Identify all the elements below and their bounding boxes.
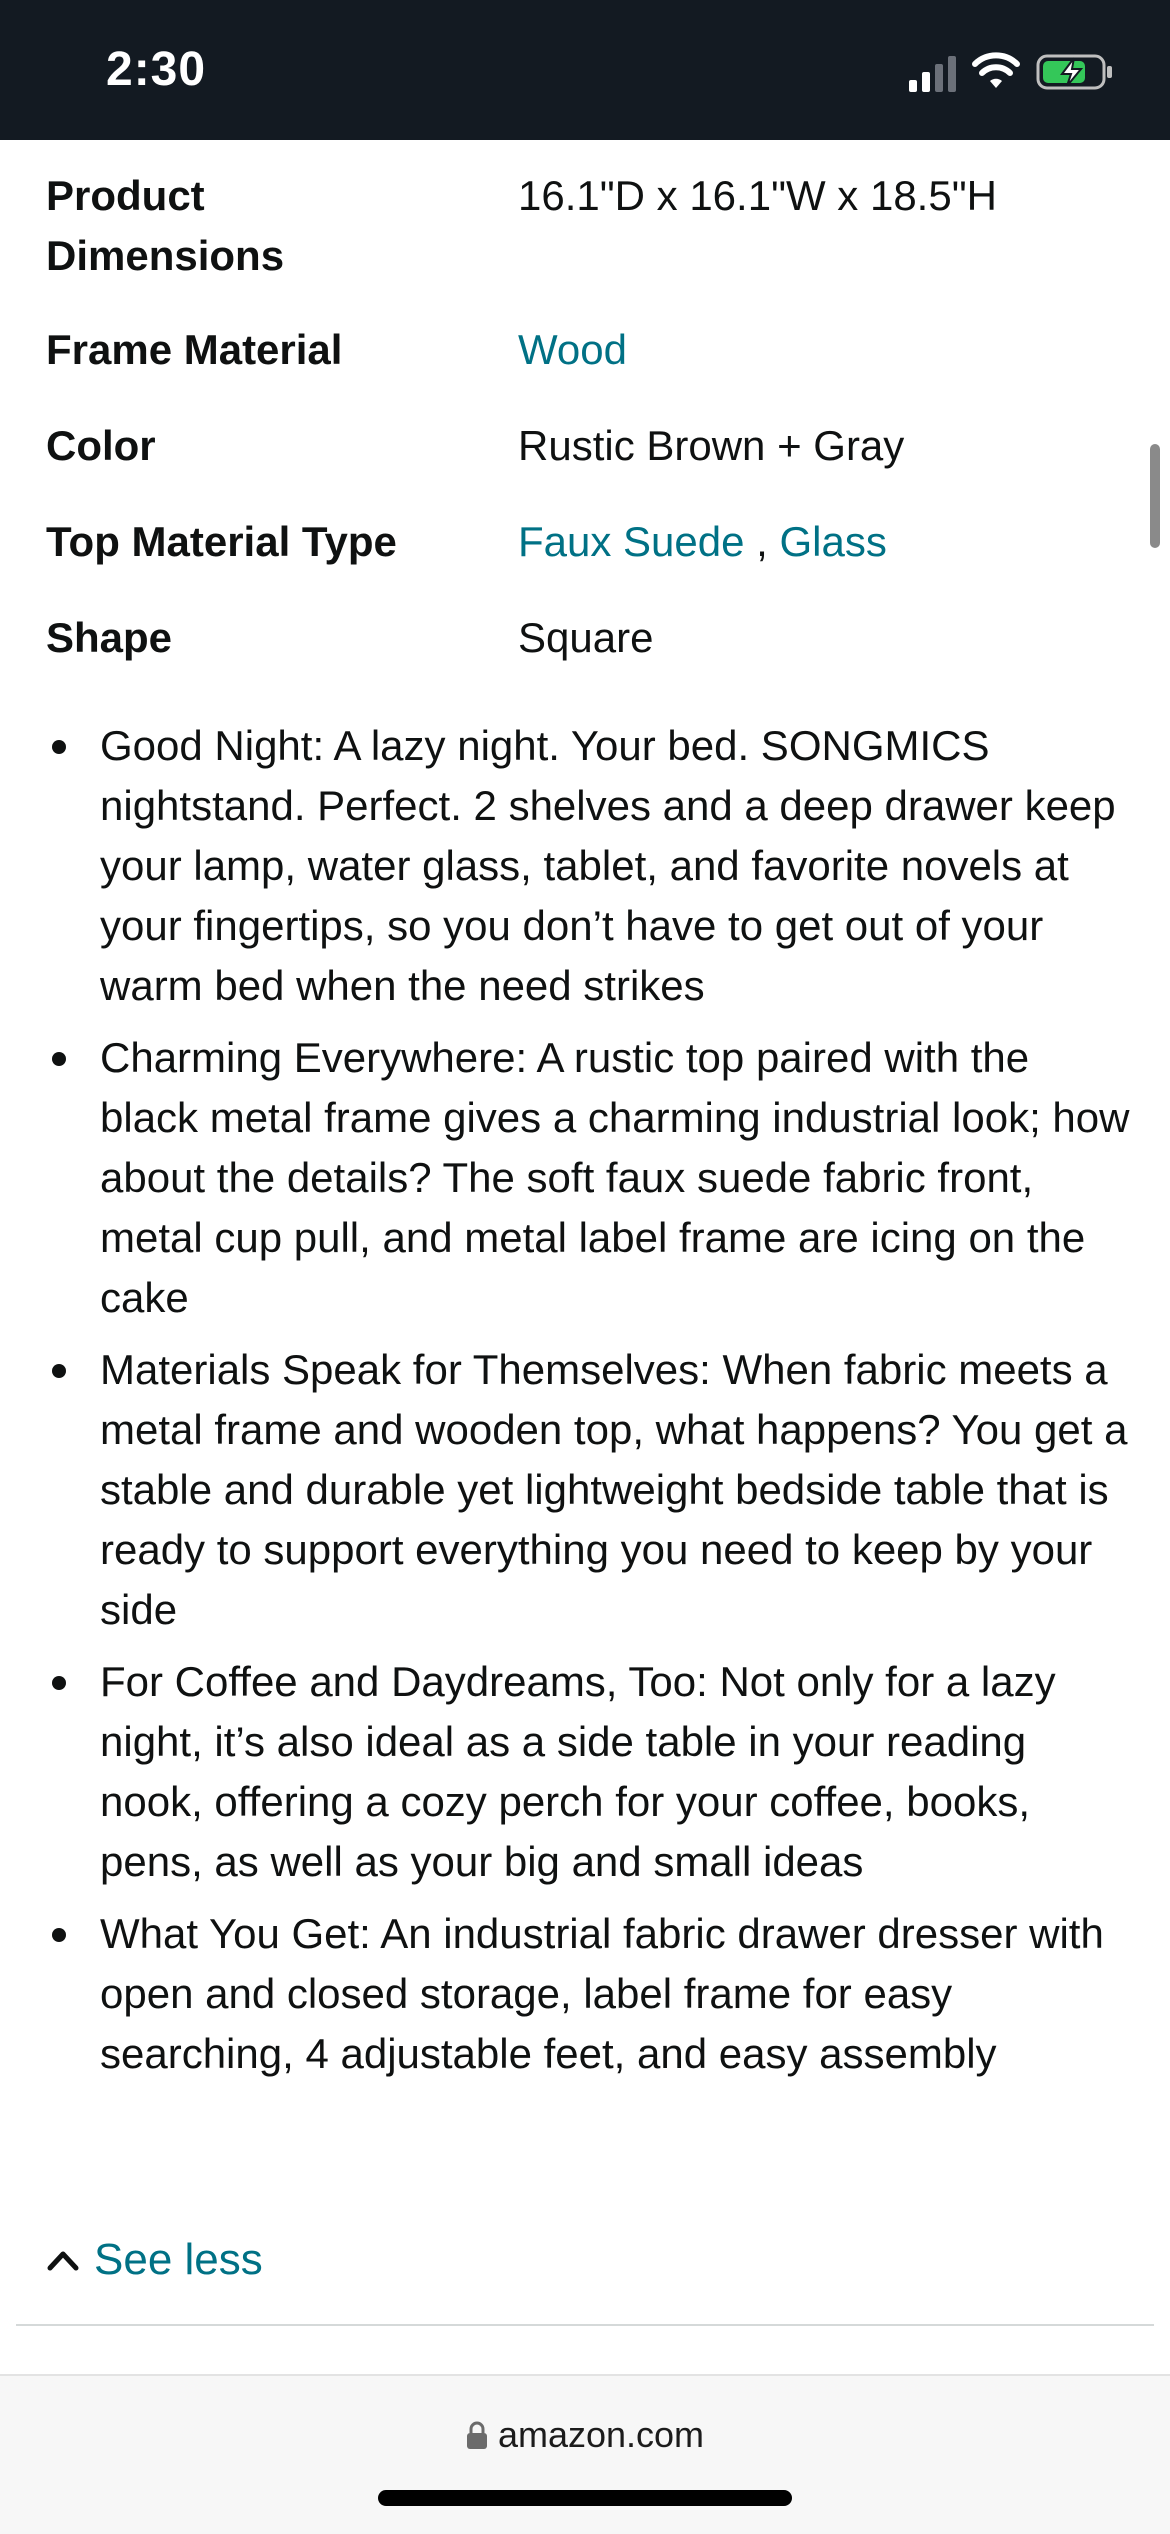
spec-value-dimensions: 16.1"D x 16.1"W x 18.5"H xyxy=(518,172,997,219)
feature-bullets-list xyxy=(46,716,1136,2096)
status-bar xyxy=(0,0,1170,140)
feature-bullet xyxy=(46,1904,1136,2084)
feature-bullet-text: What You Get: An industrial fabric drawer dresser with open and closed storage, label frame for easy searching, 4 adjustable feet, and easy assembly xyxy=(100,1910,1104,2077)
status-icons xyxy=(909,52,1114,92)
spec-label-dimensions xyxy=(46,166,516,286)
url-bar[interactable] xyxy=(0,2414,1170,2456)
bullet-dot-icon xyxy=(52,1364,66,1378)
feature-bullet-text: Charming Everywhere: A rustic top paired with the black metal frame gives a charming industrial look; how about the details? The soft faux suede fabric front, metal cup pull, and metal label frame are icing on the cake xyxy=(100,1034,1130,1321)
bullet-dot-icon xyxy=(52,1928,66,1942)
chevron-up-icon xyxy=(46,2248,80,2272)
value-separator: , xyxy=(744,518,780,565)
battery-charging-icon xyxy=(1036,52,1114,92)
feature-bullet xyxy=(46,1340,1136,1640)
feature-bullet xyxy=(46,716,1136,1016)
see-less-label: See less xyxy=(94,2235,263,2284)
scrollbar-thumb[interactable] xyxy=(1150,444,1160,548)
spec-label-frame-material: Frame Material xyxy=(46,326,343,373)
feature-bullet-text: Good Night: A lazy night. Your bed. SONGMICS nightstand. Perfect. 2 shelves and a deep drawer keep your lamp, water glass, tablet, and favorite novels at your fingertips, so you don’t have to get out of your warm bed when the need strikes xyxy=(100,722,1116,1009)
spec-value-top-material xyxy=(518,512,887,572)
status-time: 2:30 xyxy=(106,43,207,96)
spec-label-shape: Shape xyxy=(46,614,173,661)
home-indicator[interactable] xyxy=(378,2490,792,2506)
bullet-dot-icon xyxy=(52,1052,66,1066)
browser-bottom-bar xyxy=(0,2374,1170,2534)
feature-bullet-text: Materials Speak for Themselves: When fabric meets a metal frame and wooden top, what happens? You get a stable and durable yet lightweight bedside table that is ready to support everything you need to keep by your side xyxy=(100,1346,1128,1633)
spec-label-line: Dimensions xyxy=(46,232,285,279)
url-text: amazon.com xyxy=(497,2414,705,2455)
top-material-link[interactable]: Glass xyxy=(779,518,887,565)
feature-bullet xyxy=(46,1028,1136,1328)
spec-label-color: Color xyxy=(46,422,156,469)
spec-label-line: Product xyxy=(46,172,205,219)
bullet-dot-icon xyxy=(52,740,66,754)
feature-bullet-text: For Coffee and Daydreams, Too: Not only for a lazy night, it’s also ideal as a side table in your reading nook, offering a cozy perch for your coffee, books, pens, as well as your big and small ideas xyxy=(100,1658,1056,1885)
section-divider xyxy=(16,2324,1154,2326)
wifi-icon xyxy=(972,52,1020,92)
cellular-signal-icon xyxy=(909,52,956,92)
lock-icon xyxy=(466,2420,488,2450)
spec-label-top-material: Top Material Type xyxy=(46,518,397,565)
spec-value-color: Rustic Brown + Gray xyxy=(518,422,905,469)
feature-bullet xyxy=(46,1652,1136,1892)
spec-value-frame-material-link[interactable]: Wood xyxy=(518,326,627,373)
see-less-button[interactable] xyxy=(46,2230,263,2290)
top-material-link[interactable]: Faux Suede xyxy=(518,518,745,565)
spec-value-shape: Square xyxy=(518,614,654,661)
bullet-dot-icon xyxy=(52,1676,66,1690)
